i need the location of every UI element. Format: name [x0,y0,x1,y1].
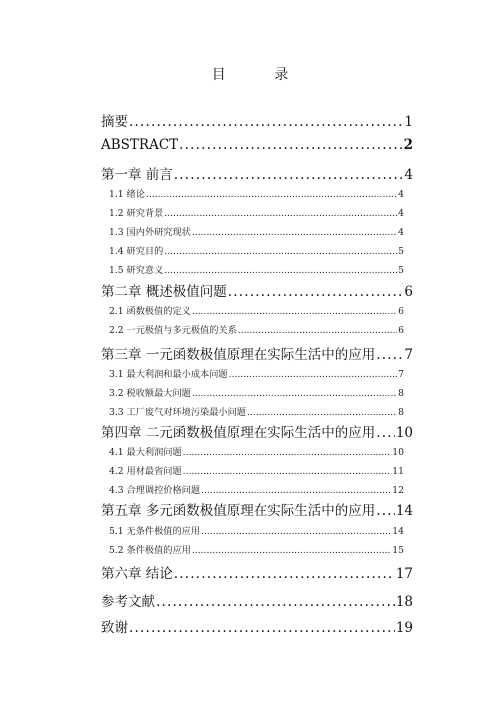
toc-dot-leader [201,526,391,537]
toc-section-entry[interactable] [109,404,404,418]
toc-page-number: 6 [404,284,413,300]
toc-section-entry[interactable] [109,243,404,257]
toc-section-entry[interactable] [109,542,404,556]
toc-entry-label: 4.1 最大利润问题 [109,447,182,458]
toc-dot-leader [376,347,403,363]
toc-entry-label: 1.5 研究意义 [109,265,164,276]
toc-dot-leader [156,594,395,610]
toc-entry-label: 2.2 一元极值与多元极值的关系 [109,325,237,336]
toc-section-entry[interactable] [109,262,404,276]
toc-entry-label: 第五章 多元函数极值原理在实际生活中的应用 [101,503,376,519]
toc-section-entry[interactable] [109,444,404,458]
toc-entry-label: 3.3 工厂废气对环境污染最小问题 [109,407,246,418]
toc-dot-leader [179,137,402,153]
toc-page-number: 11 [392,466,404,477]
toc-entry-label: 第六章 结论 [101,566,173,582]
toc-chapter-entry[interactable] [101,110,413,130]
toc-entry-label: 1.4 研究目的 [109,246,164,257]
toc-entry-label: 1.2 研究背景 [109,208,164,219]
toc-page-number: 7 [404,347,413,363]
toc-page-number: 1 [404,114,413,130]
toc-dot-leader [129,114,403,130]
toc-dot-leader [192,545,391,556]
toc-dot-leader [164,208,397,219]
toc-page-number: 15 [392,545,404,556]
toc-entry-label: 致谢 [101,620,128,636]
toc-dot-leader [376,503,395,519]
toc-page-number: 10 [395,425,413,441]
toc-chapter-entry[interactable] [101,137,413,153]
toc-page-number: 4 [398,227,404,238]
toc-entry-label: 第四章 二元函数极值原理在实际生活中的应用 [101,425,376,441]
toc-entry-label: 5.1 无条件极值的应用 [109,526,201,537]
toc-page-number: 6 [398,325,404,336]
toc-chapter-entry[interactable] [101,590,413,610]
toc-section-entry[interactable] [109,224,404,238]
toc-dot-leader [183,447,392,458]
toc-chapter-entry[interactable] [101,163,413,183]
toc-entry-label: 3.1 最大利润和最小成本问题 [109,369,228,380]
toc-page-number: 6 [398,306,404,317]
toc-dot-leader [192,306,397,317]
toc-section-entry[interactable] [109,322,404,336]
toc-dot-leader [174,566,395,582]
toc-dot-leader [192,227,397,238]
toc-chapter-entry[interactable] [101,616,413,636]
toc-page-number: 12 [392,485,404,496]
toc-section-entry[interactable] [109,523,404,537]
toc-dot-leader [376,425,395,441]
toc-page-number: 17 [395,566,413,582]
toc-dot-leader [164,246,397,257]
toc-page-number: 10 [392,447,404,458]
toc-entry-label: 第二章 概述极值问题 [101,284,227,300]
toc-page-number: 5 [398,246,404,257]
toc-dot-leader [201,485,391,496]
toc-title: 目 录 [211,67,311,83]
toc-dot-leader [146,189,397,200]
toc-entry-label: 第一章 前言 [101,167,173,183]
toc-page-number: 14 [395,503,413,519]
toc-dot-leader [174,167,404,183]
toc-page-number: 5 [398,265,404,276]
toc-chapter-entry[interactable] [101,421,413,441]
toc-dot-leader [192,388,397,399]
toc-section-entry[interactable] [109,186,404,200]
toc-chapter-entry[interactable] [101,343,413,363]
toc-page-number: 8 [398,388,404,399]
toc-entry-label: 4.2 用材最省问题 [109,466,182,477]
toc-dot-leader [164,265,397,276]
toc-page-number: 2 [403,137,413,153]
toc-dot-leader [229,369,398,380]
toc-entry-label: 3.2 税收额最大问题 [109,388,191,399]
toc-entry-label: 5.2 条件极值的应用 [109,545,191,556]
toc-entry-label: 参考文献 [101,594,155,610]
toc-section-entry[interactable] [109,303,404,317]
toc-page-number: 4 [398,208,404,219]
toc-page-number: 4 [404,167,413,183]
toc-chapter-entry[interactable] [101,499,413,519]
toc-page-number: 14 [392,526,404,537]
toc-section-entry[interactable] [109,366,404,380]
toc-page-number: 18 [395,594,413,610]
toc-page-number: 8 [398,407,404,418]
toc-page-number: 4 [398,189,404,200]
toc-section-entry[interactable] [109,482,404,496]
toc-dot-leader [247,407,397,418]
toc-dot-leader [238,325,397,336]
toc-section-entry[interactable] [109,385,404,399]
toc-dot-leader [228,284,404,300]
toc-entry-label: 摘要 [101,114,128,130]
toc-section-entry[interactable] [109,463,404,477]
toc-chapter-entry[interactable] [101,280,413,300]
toc-entry-label: 2.1 函数极值的定义 [109,306,191,317]
toc-entry-label: 4.3 合理调控价格问题 [109,485,201,496]
toc-entry-label: 第三章 一元函数极值原理在实际生活中的应用 [101,347,376,363]
toc-entry-label: 1.3 国内外研究现状 [109,227,191,238]
toc-dot-leader [129,620,395,636]
toc-page-number: 19 [395,620,413,636]
toc-section-entry[interactable] [109,205,404,219]
toc-dot-leader [183,466,392,477]
toc-entry-label: ABSTRACT [101,137,179,153]
toc-chapter-entry[interactable] [101,562,413,582]
toc-entry-label: 1.1 绪论 [109,189,145,200]
toc-page-number: 7 [398,369,404,380]
